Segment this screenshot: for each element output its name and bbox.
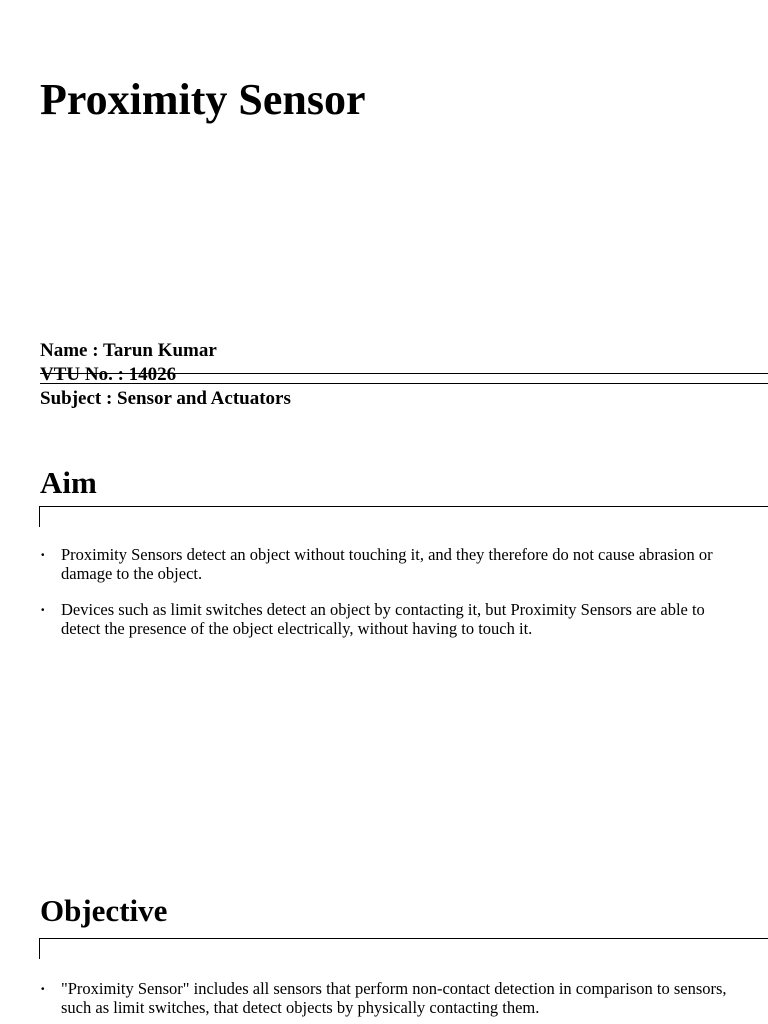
- vtu-border-bottom: [40, 383, 768, 384]
- aim-heading: Aim: [40, 465, 97, 500]
- list-item: [40, 545, 740, 583]
- aim-bullet-text: Proximity Sensors detect an object without touching it, and they therefore do not cause abrasion or damage to the object.: [61, 545, 713, 583]
- objective-bullet-text: "Proximity Sensor" includes all sensors that perform non-contact detection in comparison to sensors, such as limit switches, that detect objects by physically contacting them.: [61, 979, 727, 1017]
- vtu-number: VTU No. : 14026: [40, 364, 177, 385]
- objective-divider: [39, 938, 768, 959]
- list-item: [40, 979, 740, 1017]
- page-title: Proximity Sensor: [40, 75, 366, 124]
- objective-bullet-list: [40, 979, 740, 1024]
- aim-divider: [39, 506, 768, 527]
- bullet-marker: ·: [40, 545, 46, 564]
- aim-bullet-list: [40, 545, 740, 655]
- subject-line: Subject : Sensor and Actuators: [40, 388, 291, 409]
- objective-heading: Objective: [40, 893, 168, 928]
- vtu-border-top: [40, 373, 768, 374]
- list-item: [40, 600, 740, 638]
- author-name: Name : Tarun Kumar: [40, 340, 217, 361]
- aim-bullet-text: Devices such as limit switches detect an object by contacting it, but Proximity Sensors are able to detect the presence of the object electrically, without having to touch it.: [61, 600, 705, 638]
- bullet-marker: ·: [40, 979, 46, 998]
- bullet-marker: ·: [40, 600, 46, 619]
